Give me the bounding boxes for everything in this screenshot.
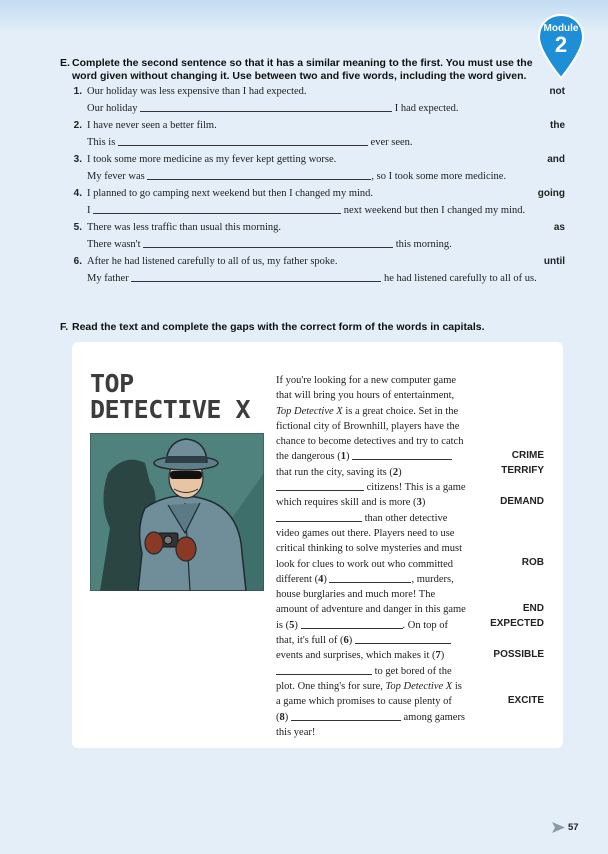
answer-blank[interactable] [131,270,381,282]
gap-number: 4 [318,573,324,585]
exercise-item [70,117,565,151]
capital-word: ROB [521,557,544,568]
exercise-item [70,185,565,219]
capital-word: TERRIFY [501,465,544,476]
exercise-item [70,253,565,287]
gap-number: 2 [392,466,399,478]
story-part: ) [398,466,402,478]
second-start: This is [87,137,116,148]
keyword: as [553,222,565,233]
gap-blank[interactable] [301,618,403,629]
story-part: to get bored of the plot. One thing's for sure, [276,665,452,692]
section-e-instruction: Complete the second sentence so that it has a similar meaning to the first. You must use the word given without changing it. Use between two and five words, including the word given. [72,57,533,82]
capital-word: END [522,603,544,614]
gap-number: 5 [289,619,295,631]
story-part: ) [345,451,353,463]
gap-number: 1 [340,451,346,463]
answer-blank[interactable] [93,202,341,214]
story-part: ) [323,573,330,585]
second-end: he had listened carefully to all of us. [383,273,537,284]
story-part: that run the city, saving its ( [276,466,393,478]
answer-blank[interactable] [143,236,393,248]
gap-blank[interactable] [291,710,401,721]
game-title-line1: TOP [90,369,134,398]
keyword: and [547,154,565,165]
story-part: . On top of that, it's full of ( [276,619,448,647]
first-sentence: Our holiday was less expensive than I had expected. [87,86,307,97]
story-part: ) [440,650,445,662]
section-f-letter: F. [60,321,69,333]
gap-blank[interactable] [352,449,452,460]
gap-blank[interactable] [276,664,372,675]
story-part: is a great choice. Set in the fictional city of Brownhill, players have the chance to become detectives and try to catch the dangerous ( [276,405,464,463]
story-part: If you're looking for a new computer game that will bring you hours of entertainment, [276,375,457,402]
second-start: My fever was [87,171,145,182]
gap-number: 8 [279,711,285,723]
gap-number: 7 [435,650,441,662]
item-number: 4. [73,188,82,199]
section-e-letter: E. [60,57,70,69]
second-end: next weekend but then I changed my mind. [343,205,526,216]
story-text [276,373,466,740]
item-number: 6. [73,256,82,267]
second-start: I [87,205,91,216]
second-end: ever seen. [370,137,413,148]
second-start: My father [87,273,129,284]
second-end: this morning. [395,239,452,250]
gap-number: 3 [416,497,422,509]
first-sentence: I took some more medicine as my fever kept getting worse. [87,154,337,165]
story-part: than other detective video games out there. Players need to use critical thinking to solve mysteries and must look for clues to work out who committed different ( [276,512,463,585]
page-arrow-icon [552,822,565,833]
gap-blank[interactable] [276,480,364,491]
story-part: ) [284,711,291,723]
item-number: 3. [73,154,82,165]
capital-word: EXCITE [507,695,544,706]
story-part: , murders, house burglaries and much more! The amount of adventure and danger in this game is ( [276,573,466,631]
capital-word: DEMAND [500,496,544,507]
page-number: 57 [568,822,579,833]
first-sentence: I have never seen a better film. [87,120,217,131]
detective-illustration [90,433,264,591]
second-start: Our holiday [87,103,138,114]
capital-word: CRIME [511,450,544,461]
module-badge [537,23,585,56]
story-part: ) [421,497,426,509]
item-number: 2. [73,120,82,131]
item-number: 1. [73,86,82,97]
module-number: 2 [554,32,568,57]
game-name: Top Detective X [276,405,343,417]
first-sentence: I planned to go camping next weekend but then I changed my mind. [87,188,374,199]
gap-blank[interactable] [276,511,362,522]
exercise-item [70,219,565,253]
keyword: not [549,86,565,97]
exercise-item [70,83,565,117]
story-part: citizens! This is a game which requires skill and is more ( [276,482,466,509]
capital-word: POSSIBLE [493,649,544,660]
story-part: ) [294,619,301,631]
gap-blank[interactable] [355,633,451,644]
second-start: There wasn't [87,239,141,250]
first-sentence: There was less traffic than usual this morning. [87,222,282,233]
keyword: going [537,188,565,199]
answer-blank[interactable] [140,100,392,112]
exercise-e-list [70,83,565,287]
keyword: the [550,120,565,131]
item-number: 5. [73,222,82,233]
answer-blank[interactable] [147,168,371,180]
section-f-instruction: Read the text and complete the gaps with the correct form of the words in capitals. [72,321,485,333]
game-title-line2: DETECTIVE X [90,395,251,424]
story-part: events and surprises, which makes it ( [276,650,436,662]
top-band [0,0,608,32]
gap-blank[interactable] [329,572,411,583]
first-sentence: After he had listened carefully to all of us, my father spoke. [87,256,338,267]
story-part: among gamers this year! [276,711,466,738]
second-end: I had expected. [394,103,459,114]
keyword: until [543,256,565,267]
story-part: is a game which promises to cause plenty of ( [276,680,462,723]
answer-blank[interactable] [118,134,368,146]
gap-number: 6 [343,635,349,647]
module-label: Module [543,23,579,34]
exercise-item [70,151,565,185]
story-part: ) [348,635,355,647]
second-end: , so I took some more medicine. [371,171,507,182]
game-name: Top Detective X [385,680,453,692]
capital-word: EXPECTED [490,618,544,629]
